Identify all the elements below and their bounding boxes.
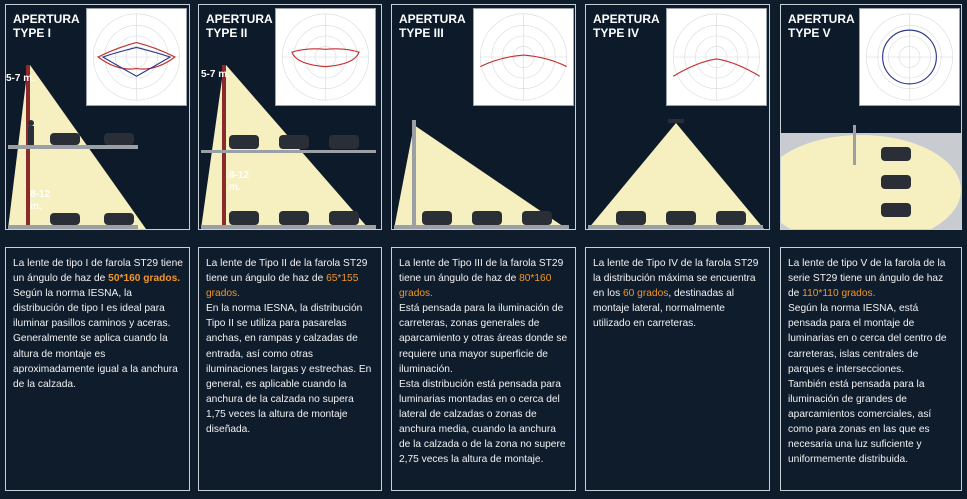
- car-icon: [422, 211, 552, 225]
- mount-height-label: 5-7 m.: [201, 69, 230, 80]
- polar-light-distribution-chart: [473, 8, 574, 106]
- pedestrian-icon: [28, 120, 34, 145]
- beam-angle-highlight: 50*160 grados.: [108, 273, 181, 285]
- polar-light-distribution-chart: [859, 8, 960, 106]
- type-1-description: [5, 247, 190, 491]
- road-level: [394, 225, 569, 229]
- road-level: [588, 225, 763, 229]
- description-body: Según la norma IESNA, la distribución de tipo I es ideal para iluminar pasillos caminos y aceras. Generalmente se aplica cuando la altura de montaje es aproximadamente igual a la anchura de la calzada.: [13, 288, 178, 390]
- description-body: En la norma IESNA, la distribución Tipo II se utiliza para pasarelas anchas, en rampas y calzadas de entrada, así como otras iluminaciones largas y estrechas. En general, es aplicable cuando la anchura de la calzada no supera 1,75 veces la altura de montaje diseñada.: [206, 303, 372, 436]
- polar-light-distribution-chart: [86, 8, 187, 106]
- panel-title: APERTURA TYPE III: [399, 12, 466, 40]
- car-icon: [881, 147, 911, 217]
- beam-angle-highlight: 65*155 grados.: [206, 273, 359, 300]
- description-intro: La lente de Tipo IV de la farola ST29 la distribución máxima se encuentra en los: [593, 258, 759, 300]
- road-level: [8, 145, 138, 149]
- lamp-head: [668, 119, 684, 123]
- description-text: [206, 256, 375, 437]
- lamp-pole: [412, 120, 416, 229]
- description-text: [13, 256, 183, 392]
- car-icon: [616, 211, 746, 225]
- panel-title: APERTURA TYPE I: [13, 12, 80, 40]
- lamp-pole: [853, 125, 856, 165]
- type-2-illustration: [198, 4, 382, 230]
- description-text: [788, 256, 955, 467]
- type-4-description: [585, 247, 770, 491]
- road-level: [201, 225, 376, 229]
- type-5-description: [780, 247, 962, 491]
- beam-angle-highlight: 110*110 grados.: [802, 288, 876, 300]
- description-text: [399, 256, 569, 467]
- type-3-illustration: [391, 4, 576, 230]
- description-intro: La lente de tipo V de la farola de la serie ST29 tiene un ángulo de haz de: [788, 258, 946, 300]
- type-3-description: [391, 247, 576, 491]
- beam-angle-highlight: 60 grados: [623, 288, 669, 300]
- description-body: , destinadas al montaje lateral, normalmente utilizado en carreteras.: [593, 288, 735, 330]
- panel-title: APERTURA TYPE V: [788, 12, 855, 40]
- type-2-description: [198, 247, 382, 491]
- description-intro: La lente de tipo I de farola ST29 tiene un ángulo de haz de: [13, 258, 183, 285]
- polar-light-distribution-chart: [666, 8, 767, 106]
- lamp-pole: [222, 65, 226, 229]
- panel-title: APERTURA TYPE IV: [593, 12, 660, 40]
- type-1-illustration: [5, 4, 190, 230]
- description-intro: La lente de Tipo III de la farola ST29 tiene un ángulo de haz de: [399, 258, 564, 285]
- distance-label: 8-12 m.: [229, 170, 250, 193]
- panel-title: APERTURA TYPE II: [206, 12, 273, 40]
- description-body: Está pensada para la iluminación de carreteras, zonas generales de aparcamiento y otras áreas donde se requiere una mayor superficie de iluminación. Esta distribución está pensada para luminarias montadas en o cerca del lateral de calzadas o zonas de anchura media, cuando la anchura de la calzada o de la zona no supere 2,75 veces la altura de montaje.: [399, 303, 568, 466]
- road-level: [8, 225, 138, 229]
- type-5-illustration: [780, 4, 962, 230]
- mount-height-label: 5-7 m.: [6, 73, 35, 84]
- beam-angle-highlight: 80*160 grados.: [399, 273, 552, 300]
- distance-label: 8-12 m.: [30, 189, 51, 212]
- description-text: [593, 256, 763, 331]
- description-intro: La lente de Tipo II de la farola ST29 tiene un ángulo de haz de: [206, 258, 368, 285]
- description-body: Según la norma IESNA, está pensada para el montaje de luminarias en o cerca del centro de carreteras, islas centrales de parques e intersecciones. También está pensada para la iluminación de grandes de aparcamientos comerciales, así como para zonas en las que es necesaria una luz suficiente y uniformemente distribuida.: [788, 303, 947, 466]
- type-4-illustration: [585, 4, 770, 230]
- road-level: [201, 150, 376, 153]
- polar-light-distribution-chart: [275, 8, 376, 106]
